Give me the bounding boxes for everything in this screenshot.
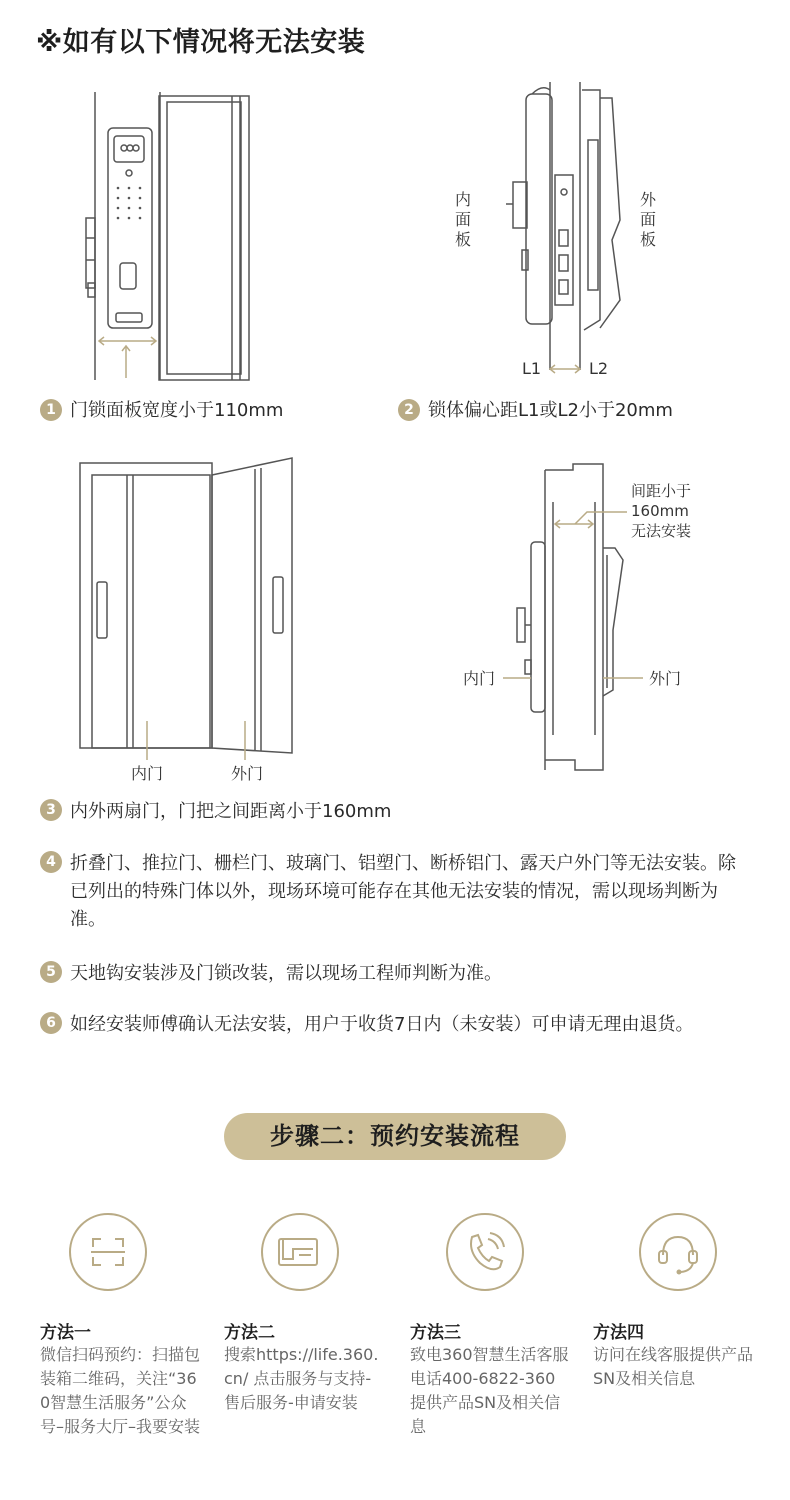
phone-icon (448, 1215, 522, 1289)
handle-spacing-figure (455, 460, 715, 780)
method-2-title: 方法二 (224, 1323, 275, 1343)
label-l1: L1 (522, 359, 542, 378)
condition-6 (40, 1011, 748, 1039)
number-badge: 1 (40, 399, 62, 421)
label-outer-door: 外门 (230, 764, 264, 783)
search-icon (263, 1215, 337, 1289)
method-4-title: 方法四 (593, 1323, 644, 1343)
label-outer-panel-1: 外 (639, 190, 657, 209)
number-badge: 2 (398, 399, 420, 421)
condition-5-text: 天地钩安装涉及门锁改装，需以现场工程师判断为准。 (70, 963, 502, 984)
number-badge: 3 (40, 799, 62, 821)
method-3-circle[interactable] (446, 1213, 524, 1291)
number-badge: 6 (40, 1012, 62, 1034)
label-outer-panel-3: 板 (639, 230, 657, 249)
method-3-text: 致电360智慧生活客服电话400-6822-360提供产品SN及相关信息 (410, 1345, 569, 1436)
condition-3 (40, 798, 748, 826)
double-door-figure (75, 455, 300, 785)
label-outer-door-side: 外门 (649, 669, 682, 688)
condition-5 (40, 960, 748, 988)
label-l2: L2 (589, 359, 609, 378)
condition-4-text: 折叠门、推拉门、栅栏门、玻璃门、铝塑门、断桥铝门、露天户外门等无法安装。除已列出的特殊门体以外，现场环境可能存在其他无法安装的情况，需以现场判断为准。 (70, 853, 736, 930)
method-2-text: 搜索https://life.360.cn/ 点击服务与支持-售后服务-申请安装 (224, 1345, 379, 1412)
step2-heading: 步骤二：预约安装流程 (224, 1113, 566, 1160)
scan-icon (71, 1215, 145, 1289)
condition-6-text: 如经安装师傅确认无法安装，用户于收货7日内（未安装）可申请无理由退货。 (70, 1014, 694, 1035)
label-inner-panel-1: 内 (454, 190, 472, 209)
spacing-note-line-1: 间距小于 (631, 482, 692, 500)
method-1-circle[interactable] (69, 1213, 147, 1291)
condition-1 (40, 396, 283, 422)
method-3-title: 方法三 (410, 1323, 461, 1343)
condition-1-text: 门锁面板宽度小于110mm (70, 400, 284, 421)
lock-panel-width-figure (80, 88, 270, 388)
label-outer-panel-2: 面 (639, 210, 657, 229)
label-inner-door-side: 内门 (463, 669, 496, 688)
method-1-text: 微信扫码预约：扫描包装箱二维码，关注“360智慧生活服务”公众号–服务大厅–我要安装 (40, 1345, 201, 1436)
method-4-circle[interactable] (639, 1213, 717, 1291)
method-1 (40, 1318, 200, 1439)
condition-4 (40, 850, 748, 934)
method-3 (410, 1318, 570, 1439)
page-title: ※如有以下情况将无法安装 (36, 27, 366, 58)
label-inner-panel-2: 面 (454, 210, 472, 229)
lock-offset-figure (450, 80, 680, 380)
method-1-title: 方法一 (40, 1323, 91, 1343)
spacing-note-line-2: 160mm (631, 502, 689, 520)
number-badge: 4 (40, 851, 62, 873)
method-4-text: 访问在线客服提供产品SN及相关信息 (593, 1345, 754, 1388)
headset-icon (641, 1215, 715, 1289)
method-2 (224, 1318, 384, 1415)
method-2-circle[interactable] (261, 1213, 339, 1291)
label-inner-door: 内门 (130, 764, 164, 783)
condition-3-text: 内外两扇门，门把之间距离小于160mm (70, 801, 392, 822)
method-4 (593, 1318, 753, 1391)
number-badge: 5 (40, 961, 62, 983)
condition-2-text: 锁体偏心距L1或L2小于20mm (428, 400, 673, 421)
spacing-note-line-3: 无法安装 (631, 522, 692, 540)
label-inner-panel-3: 板 (454, 230, 472, 249)
condition-2 (398, 396, 673, 422)
